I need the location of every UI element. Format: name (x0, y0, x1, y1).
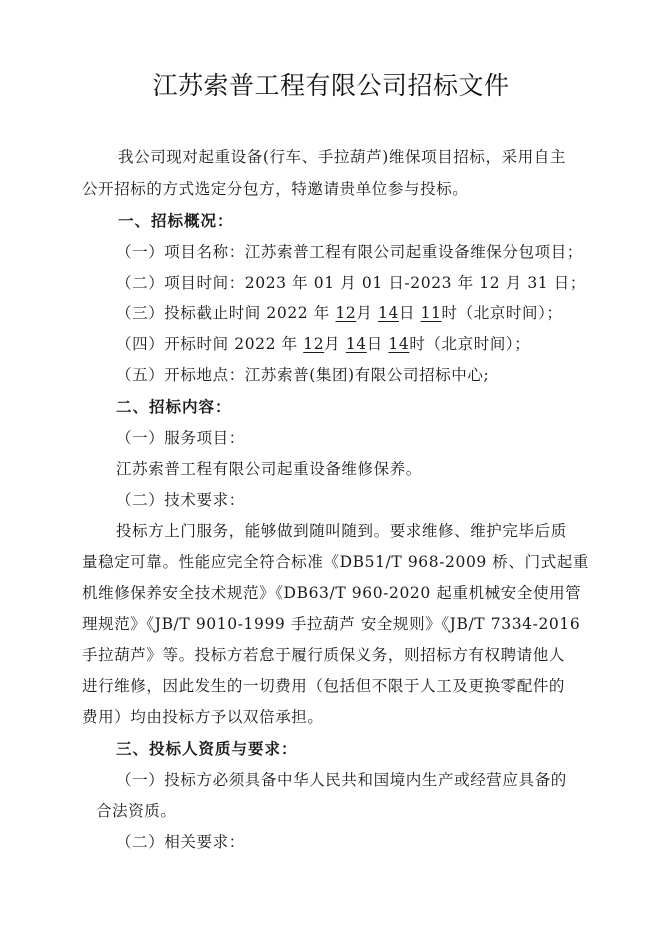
section-3-item-1-line-2: 合法资质。 (96, 802, 177, 820)
document-title: 江苏索普工程有限公司招标文件 (152, 71, 510, 100)
item-3-month: 12 (335, 304, 357, 322)
item-3-day: 14 (378, 304, 399, 322)
tech-req-line-4: 理规范》《JB/T 9010-1999 手拉葫芦 安全规则》《JB/T 7334-2016 (82, 615, 581, 633)
tech-req-line-7: 费用）均由投标方予以双倍承担。 (82, 708, 324, 726)
tech-req-line-1: 投标方上门服务，能够做到随叫随到。要求维修、维护完毕后质 (116, 522, 567, 540)
intro-line-2: 公开招标的方式选定分包方，特邀请贵单位参与投标。 (82, 180, 469, 198)
tech-req-line-3: 机维修保养安全技术规范》《DB63/T 960-2020 起重机械安全使用管 (82, 584, 582, 602)
item-4-day-unit: 日 (366, 335, 383, 353)
item-3-hour: 11 (420, 304, 442, 322)
section-1-item-2: （二）项目时间：2023 年 01 月 01 日-2023 年 12 月 31 日； (116, 274, 586, 292)
item-4-hour: 14 (388, 335, 410, 353)
tech-req-line-5: 手拉葫芦》等。投标方若怠于履行质保义务，则招标方有权聘请他人 (82, 646, 566, 664)
section-3-heading: 三、投标人资质与要求： (116, 740, 298, 758)
section-3-item-2: （二）相关要求： (116, 833, 245, 851)
item-4-month-unit: 月 (324, 335, 341, 353)
item-4-month: 12 (303, 335, 325, 353)
tech-req-line-2: 量稳定可靠。性能应完全符合标准《DB51/T 968-2009 桥、门式起重 (82, 553, 590, 571)
item-4-suffix: 时（北京时间）； (409, 335, 531, 353)
section-2-sub-2-label: （二）技术要求： (116, 491, 245, 509)
section-2-heading: 二、招标内容： (116, 398, 232, 416)
section-1-heading: 一、招标概况： (118, 212, 234, 230)
intro-line-1: 我公司现对起重设备(行车、手拉葫芦)维保项目招标，采用自主 (118, 148, 566, 166)
item-4-day: 14 (345, 335, 367, 353)
item-4-prefix: （四）开标时间 2022 年 (116, 335, 304, 353)
section-1-item-3 (116, 303, 563, 323)
tech-req-line-6: 进行维修，因此发生的一切费用（包括但不限于人工及更换零配件的 (82, 677, 566, 695)
section-1-item-5: （五）开标地点：江苏索普(集团)有限公司招标中心; (116, 366, 490, 384)
section-2-sub-1-text: 江苏索普工程有限公司起重设备维修保养。 (116, 460, 422, 478)
item-3-prefix: （三）投标截止时间 2022 年 (116, 304, 336, 322)
item-3-month-unit: 月 (356, 304, 373, 322)
item-3-suffix: 时（北京时间）； (441, 304, 563, 322)
section-3-item-1-line-1: （一）投标方必须具备中华人民共和国境内生产或经营应具备的 (116, 771, 567, 789)
section-2-sub-1-label: （一）服务项目： (116, 429, 245, 447)
section-1-item-1: （一）项目名称：江苏索普工程有限公司起重设备维保分包项目； (116, 243, 583, 261)
section-1-item-4 (116, 334, 530, 354)
item-3-day-unit: 日 (398, 304, 416, 322)
